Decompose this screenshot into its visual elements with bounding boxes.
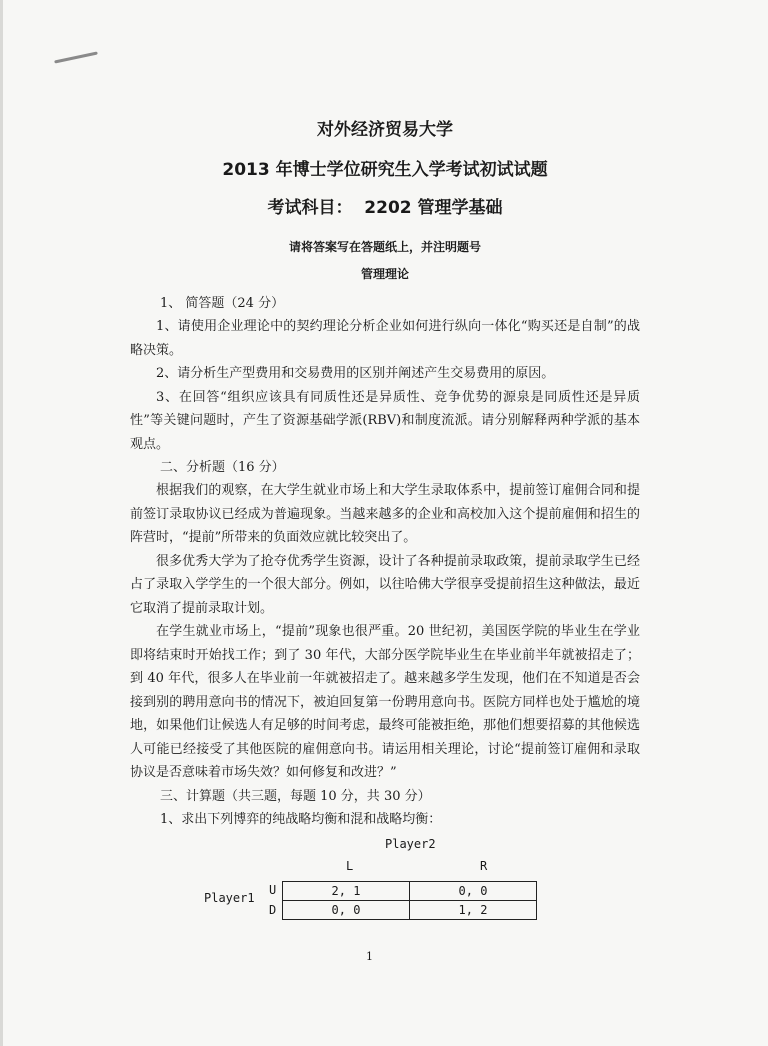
section3-q1: 1、求出下列博弈的纯战略均衡和混和战略均衡：: [160, 811, 442, 827]
section2-paragraph-2: 很多优秀大学为了抢夺优秀学生资源，设计了各种提前录取政策，提前录取学生已经占了录取入学学生的一个很大部分。例如，以往哈佛大学很享受提前招生这种做法，最近它取消了提前录取计划。: [130, 553, 640, 616]
player2-label: Player2: [385, 837, 436, 851]
payoff-cell-dr: 1, 2: [410, 901, 537, 920]
payoff-cell-ul: 2, 1: [283, 882, 410, 901]
row-down-label: D: [269, 903, 277, 917]
column-right-label: R: [480, 859, 488, 873]
page-number: 1: [366, 950, 373, 963]
part-title: 管理理论: [360, 267, 409, 281]
section3-heading: 三、计算题（共三题，每题 10 分，共 30 分）: [160, 788, 431, 804]
row-up-label: U: [269, 883, 277, 897]
payoff-cell-dl: 0, 0: [283, 901, 410, 920]
payoff-row-up: [283, 882, 537, 901]
section2-heading: 二、分析题（16 分）: [160, 460, 285, 475]
exam-content: [130, 112, 640, 933]
section2-paragraph-3: 在学生就业市场上，“提前”现象也很严重。20 世纪初，美国医学院的毕业生在学业即将结束时开始找工作；到了 30 年代，大部分医学院毕业生在毕业前半年就被招走了；到 40 年代，很多人在毕业前一年就被招走了。越来越多学生发现，他们在不知道是否会接到别的聘用意向书的情况下，被迫回复第一份聘用意向书。医院方同样也处于尴尬的境地，如果他们让候选人有足够的时间考虑，最终可能被拒绝，那他们想要招募的其他候选人可能已经接受了其他医院的雇佣意向书。请运用相关理论，讨论“提前签订雇佣和录取协议是否意味着市场失效？如何修复和改进？”: [130, 624, 640, 780]
section1-q1: 1、请使用企业理论中的契约理论分析企业如何进行纵向一体化“购买还是自制”的战略决策。: [130, 319, 640, 358]
section1-heading: 1、 简答题（24 分）: [160, 296, 285, 311]
section1-q2: 2、请分析生产型费用和交易费用的区别并阐述产生交易费用的原因。: [156, 366, 555, 381]
scan-edge: [0, 0, 3, 1046]
column-left-label: L: [346, 859, 354, 873]
section2-paragraph-1: 根据我们的观察，在大学生就业市场上和大学生录取体系中，提前签订雇佣合同和提前签订录取协议已经成为普遍现象。当越来越多的企业和高校加入这个提前雇佣和招生的阵营时，“提前”所带来的负面效应就比较突出了。: [130, 483, 640, 545]
payoff-cell-ur: 0, 0: [410, 882, 537, 901]
answer-instruction: 请将答案写在答题纸上，并注明题号: [288, 240, 481, 254]
payoff-row-down: [283, 901, 537, 920]
payoff-table: [282, 881, 537, 920]
exam-title: 2013 年博士学位研究生入学考试初试试题: [222, 160, 548, 180]
university-title: 对外经济贸易大学: [317, 120, 453, 140]
subject-line: [130, 196, 640, 220]
subject-label: 考试科目：: [267, 198, 353, 218]
payoff-matrix: [130, 837, 640, 933]
subject-name: 2202 管理学基础: [364, 198, 503, 218]
section1-q3: 3、在回答“组织应该具有同质性还是异质性、竞争优势的源泉是同质性还是异质性”等关键问题时，产生了资源基础学派(RBV)和制度流派。请分别解释两种学派的基本观点。: [130, 389, 640, 452]
player1-label: Player1: [204, 891, 255, 905]
pen-mark: [54, 51, 98, 63]
